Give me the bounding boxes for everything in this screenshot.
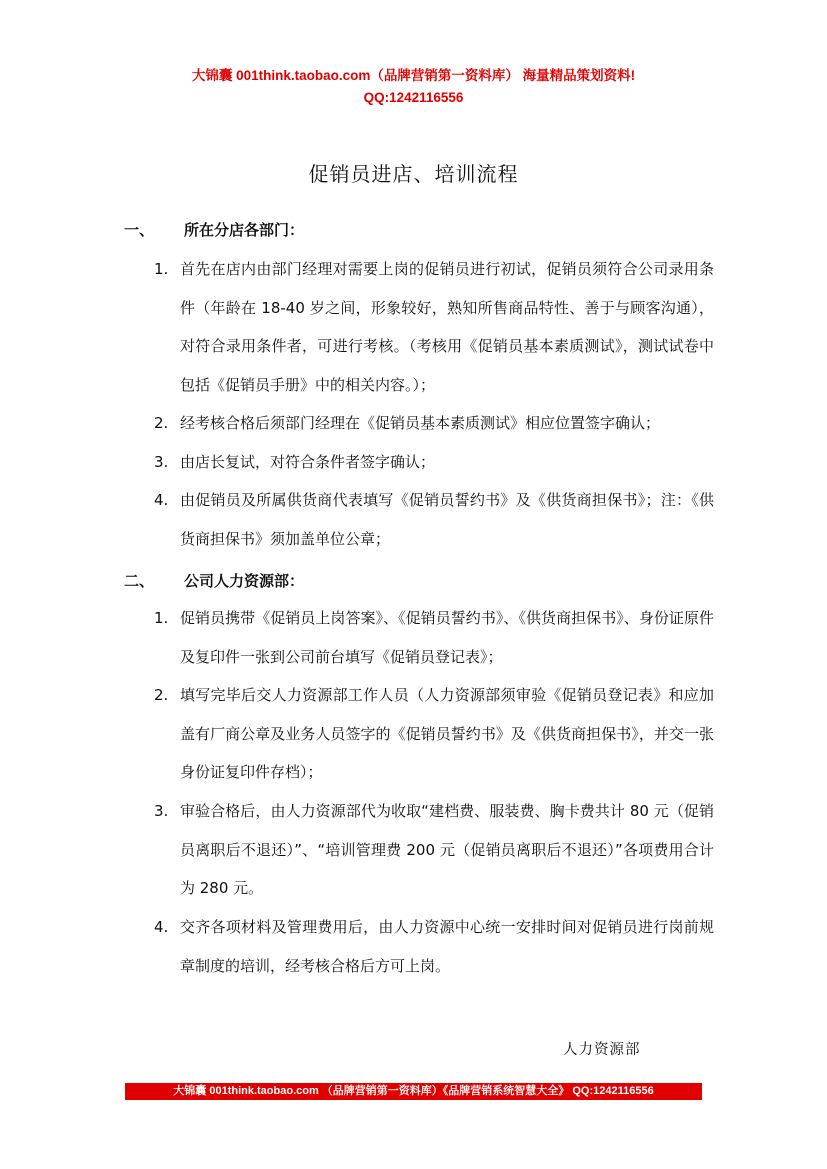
list-item [154, 260, 714, 404]
section-title: 所在分店各部门： [184, 221, 305, 239]
header-qq-line: QQ:1242116556 [363, 90, 464, 105]
header-promo-line: 大锦囊 001think.taobao.com（品牌营销第一资料库） 海量精品策划资料! [191, 68, 636, 83]
item-text: 审验合格后，由人力资源部代为收取“建档费、服装费、胸卡费共计 80 元（促销员离职后不退还）”、“培训管理费 200 元（促销员离职后不退还）”各项费用合计为 280 元。 [180, 802, 714, 897]
item-number: 2. [154, 686, 169, 704]
item-text: 促销员携带《促销员上岗答案》、《促销员誓约书》、《供货商担保书》、身份证原件及复印件一张到公司前台填写《促销员登记表》； [180, 609, 714, 666]
item-text: 首先在店内由部门经理对需要上岗的促销员进行初试，促销员须符合公司录用条件（年龄在 18-40 岁之间，形象较好，熟知所售商品特性、善于与顾客沟通），对符合录用条件者，可进行考核。（考核用《促销员基本素质测试》，测试试卷中包括《促销员手册》中的相关内容。）； [180, 260, 714, 394]
list-item [154, 491, 714, 558]
item-text: 经考核合格后须部门经理在《促销员基本素质测试》相应位置签字确认； [180, 414, 661, 432]
item-number: 2. [154, 414, 169, 432]
section-title: 公司人力资源部： [184, 572, 305, 590]
item-text: 由店长复试，对符合条件者签字确认； [180, 453, 436, 471]
item-number: 3. [154, 453, 169, 471]
section-number: 一、 [124, 221, 155, 239]
list-item [154, 453, 714, 482]
document-title: 促销员进店、培训流程 [308, 162, 519, 186]
section-heading-hr [124, 570, 304, 591]
list-item [154, 802, 714, 908]
item-number: 4. [154, 491, 169, 509]
item-text: 交齐各项材料及管理费用后，由人力资源中心统一安排时间对促销员进行岗前规章制度的培训，经考核合格后方可上岗。 [180, 918, 714, 975]
list-item [154, 414, 714, 443]
signature: 人力资源部 [563, 1042, 641, 1058]
list-item [154, 609, 714, 676]
footer-banner: 大锦囊 001think.taobao.com （品牌营销第一资料库）《品牌营销系统智慧大全》 QQ:1242116556 [125, 1083, 702, 1100]
list-item [154, 918, 714, 985]
item-number: 3. [154, 802, 169, 820]
item-number: 4. [154, 918, 169, 936]
item-number: 1. [154, 609, 169, 627]
item-number: 1. [154, 260, 169, 278]
item-text: 填写完毕后交人力资源部工作人员（人力资源部须审验《促销员登记表》和应加盖有厂商公章及业务人员签字的《促销员誓约书》及《供货商担保书》，并交一张身份证复印件存档）； [180, 686, 714, 781]
item-text: 由促销员及所属供货商代表填写《促销员誓约书》及《供货商担保书》；注：《供货商担保书》须加盖单位公章； [180, 491, 714, 548]
list-item [154, 686, 714, 792]
section-heading-departments [124, 219, 304, 240]
section-number: 二、 [124, 572, 155, 590]
